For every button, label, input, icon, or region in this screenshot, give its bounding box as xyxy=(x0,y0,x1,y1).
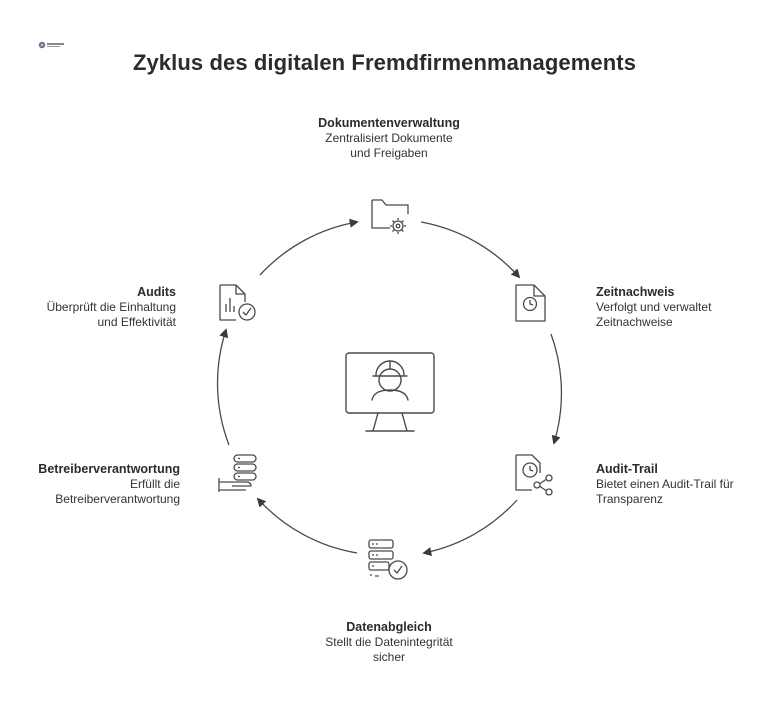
step-label-documents xyxy=(289,116,489,161)
arrow-time-to-audittrail xyxy=(551,334,561,443)
step-label-audit-trail xyxy=(596,462,766,507)
step-title: Zeitnachweis xyxy=(596,285,675,299)
step-title: Datenabgleich xyxy=(346,620,432,634)
folder-gear-icon xyxy=(372,200,408,234)
worker-at-monitor-icon xyxy=(346,353,434,431)
step-desc-line: und Freigaben xyxy=(350,146,428,160)
arrow-data-to-operator xyxy=(258,499,357,553)
step-desc-line: Stellt die Datenintegrität xyxy=(325,635,453,649)
step-title: Audits xyxy=(137,285,176,299)
step-title: Audit-Trail xyxy=(596,462,658,476)
arrow-operator-to-audits xyxy=(218,330,229,445)
step-title: Dokumentenverwaltung xyxy=(318,116,460,130)
step-desc-line: Verfolgt und verwaltet xyxy=(596,300,712,314)
arrow-docs-to-time xyxy=(421,222,519,277)
step-desc-line: Bietet einen Audit-Trail für xyxy=(596,477,734,491)
step-desc-line: Zentralisiert Dokumente xyxy=(325,131,453,145)
hand-stack-icon xyxy=(219,455,256,492)
step-desc-line: Zeitnachweise xyxy=(596,315,673,329)
document-clock-icon xyxy=(516,285,545,321)
page-title: Zyklus des digitalen Fremdfirmenmanagements xyxy=(132,50,637,75)
report-check-icon xyxy=(220,285,255,320)
step-title: Betreiberverantwortung xyxy=(38,462,180,476)
step-desc-line: und Effektivität xyxy=(97,315,176,329)
clock-share-icon xyxy=(516,455,552,495)
step-label-data-matching xyxy=(289,620,489,665)
step-desc-line: sicher xyxy=(372,650,405,664)
step-label-audits xyxy=(10,285,176,330)
arrow-audits-to-docs xyxy=(260,222,357,275)
step-desc-line: Erfüllt die xyxy=(129,477,180,491)
step-desc-line: Betreiberverantwortung xyxy=(55,492,180,506)
server-check-icon xyxy=(369,540,407,579)
step-desc-line: Transparenz xyxy=(596,492,663,506)
arrow-audittrail-to-data xyxy=(424,500,517,553)
step-desc-line: Überprüft die Einhaltung xyxy=(46,300,176,314)
step-label-time-tracking xyxy=(596,285,766,330)
step-label-operator-responsibility xyxy=(10,462,180,507)
